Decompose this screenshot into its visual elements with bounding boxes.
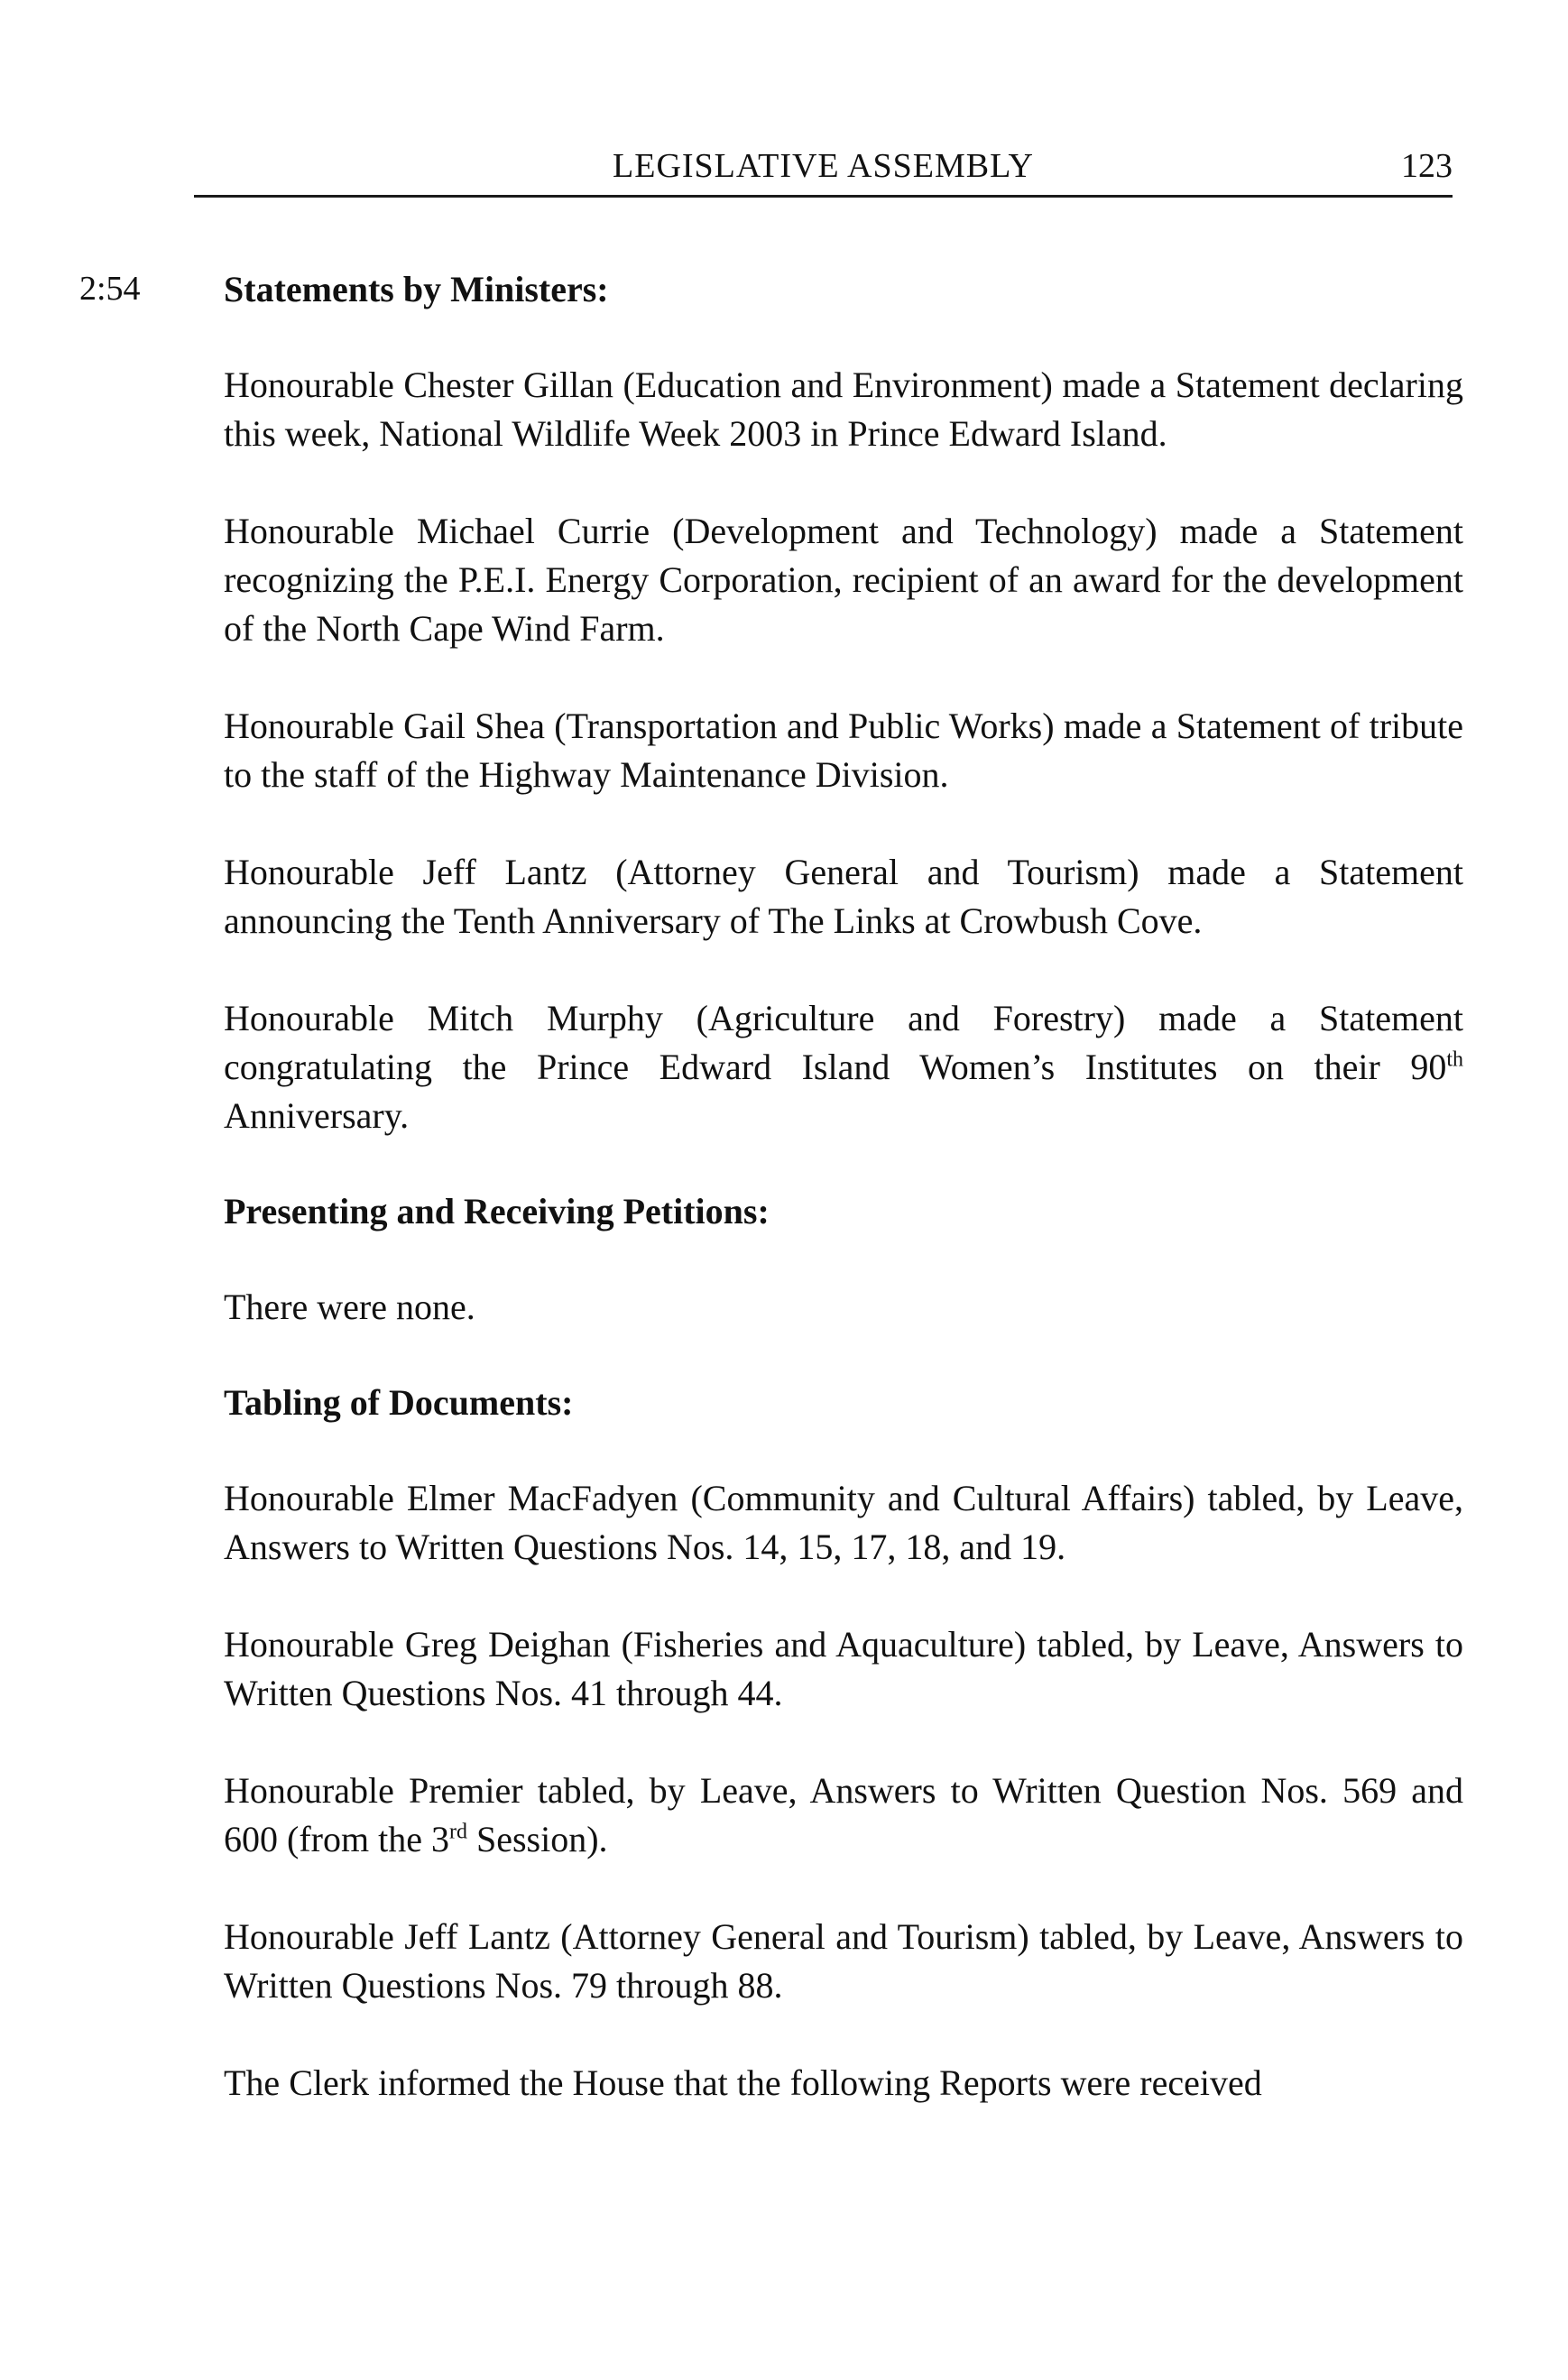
- paragraph-statement-lantz: Honourable Jeff Lantz (Attorney General and Tourism) made a Statement announcing the Tenth Anniversary of The Links at Crowbush Cove.: [224, 852, 1463, 941]
- paragraph-text: Session).: [466, 1819, 608, 1859]
- paragraph-text: Honourable Premier tabled, by Leave, Answers to Written Question Nos. 569 and 600 (from the 3: [224, 1770, 1463, 1859]
- section-heading-petitions: Presenting and Receiving Petitions:: [224, 1191, 770, 1232]
- paragraph-statement-gillan: Honourable Chester Gillan (Education and Environment) made a Statement declaring this week, National Wildlife Week 2003 in Prince Edward Island.: [224, 364, 1463, 454]
- time-marker: 2:54: [79, 270, 141, 308]
- paragraph-tabled-deighan: Honourable Greg Deighan (Fisheries and Aquaculture) tabled, by Leave, Answers to Written Questions Nos. 41 through 44.: [224, 1624, 1463, 1713]
- paragraph-tabled-lantz: Honourable Jeff Lantz (Attorney General and Tourism) tabled, by Leave, Answers to Written Questions Nos. 79 through 88.: [224, 1916, 1463, 2006]
- page-number: 123: [1401, 147, 1453, 185]
- paragraph-statement-murphy: [224, 994, 1463, 1140]
- paragraph-petitions-none: There were none.: [224, 1287, 475, 1327]
- ordinal-superscript: th: [1446, 1047, 1463, 1072]
- paragraph-clerk-reports: The Clerk informed the House that the following Reports were received: [224, 2062, 1262, 2103]
- paragraph-tabled-premier: [224, 1767, 1463, 1864]
- running-header-title: LEGISLATIVE ASSEMBLY: [613, 147, 1034, 185]
- paragraph-text: Honourable Mitch Murphy (Agriculture and Forestry) made a Statement congratulating the Prince Edward Island Women’s Institutes on their 90: [224, 998, 1463, 1087]
- paragraph-tabled-macfadyen: Honourable Elmer MacFadyen (Community and Cultural Affairs) tabled, by Leave, Answers to Written Questions Nos. 14, 15, 17, 18, and 19.: [224, 1478, 1463, 1567]
- page-header: [194, 144, 1453, 198]
- paragraph-statement-currie: Honourable Michael Currie (Development and Technology) made a Statement recognizing the P.E.I. Energy Corporation, recipient of an award for the development of the North Cape Wind Farm.: [224, 511, 1463, 649]
- page-body: [224, 267, 1463, 2108]
- paragraph-statement-shea: Honourable Gail Shea (Transportation and Public Works) made a Statement of tribute to the staff of the Highway Maintenance Division.: [224, 706, 1463, 795]
- paragraph-text: Anniversary.: [224, 1095, 410, 1136]
- section-heading-tabling-of-documents: Tabling of Documents:: [224, 1382, 574, 1423]
- ordinal-superscript: rd: [448, 1820, 467, 1844]
- section-heading-statements-by-ministers: Statements by Ministers:: [224, 269, 609, 309]
